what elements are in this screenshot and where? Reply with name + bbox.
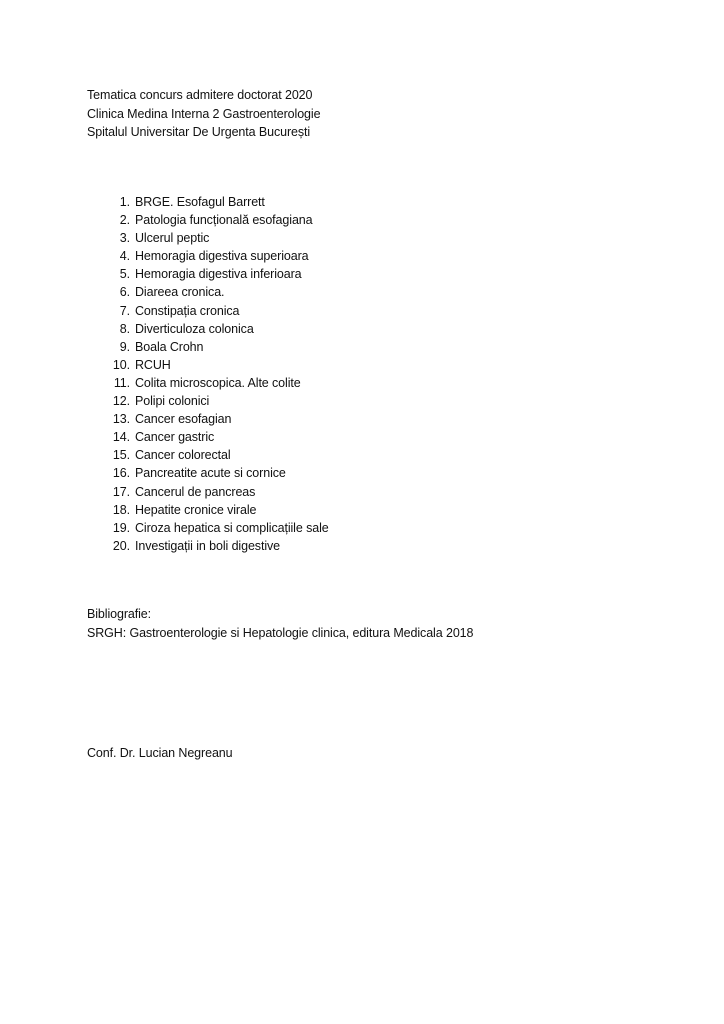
- list-item-text: Cancer gastric: [135, 430, 215, 445]
- list-item: [105, 374, 329, 392]
- list-item-text: Hepatite cronice virale: [135, 502, 257, 517]
- bibliography-section: [87, 605, 473, 642]
- list-item-text: Hemoragia digestiva inferioara: [135, 267, 302, 282]
- list-item-number: 11.: [113, 375, 130, 390]
- list-item: [105, 356, 329, 374]
- list-item: [105, 519, 329, 537]
- signature-name: Conf. Dr. Lucian Negreanu: [87, 746, 233, 760]
- list-item-text: Hemoragia digestiva superioara: [135, 249, 309, 264]
- list-item-number: 6.: [119, 285, 130, 300]
- list-item-number: 10.: [112, 357, 130, 372]
- list-item: [105, 392, 329, 410]
- header-clinic: Clinica Medina Interna 2 Gastroenterologie: [87, 106, 321, 121]
- list-item-number: 8.: [119, 321, 130, 336]
- list-item-text: Investigații in boli digestive: [135, 538, 280, 553]
- list-item: [105, 338, 329, 356]
- list-item: [105, 193, 329, 211]
- list-item-text: Ciroza hepatica si complicațiile sale: [135, 520, 329, 535]
- header-title: Tematica concurs admitere doctorat 2020: [87, 88, 313, 102]
- list-item: [105, 211, 329, 229]
- list-item: [105, 428, 329, 446]
- list-item: [105, 410, 329, 428]
- list-item-number: 17.: [112, 484, 130, 499]
- list-item-number: 2.: [119, 213, 130, 228]
- list-item: [105, 320, 329, 338]
- list-item: [105, 483, 329, 501]
- list-item-text: Cancerul de pancreas: [135, 484, 256, 499]
- list-item-number: 14.: [112, 430, 130, 445]
- list-item-number: 12.: [112, 394, 130, 409]
- list-item-number: 19.: [112, 520, 130, 535]
- list-item-number: 20.: [112, 538, 130, 553]
- list-item: [105, 537, 329, 555]
- list-item-number: 3.: [119, 231, 130, 246]
- list-item-text: Colita microscopica. Alte colite: [135, 375, 301, 390]
- list-item-number: 1.: [119, 195, 130, 209]
- list-item-text: Ulcerul peptic: [135, 231, 210, 246]
- list-item: [105, 283, 329, 301]
- list-item-text: BRGE. Esofagul Barrett: [135, 195, 265, 209]
- list-item-number: 15.: [112, 448, 130, 463]
- bibliography-entry: SRGH: Gastroenterologie si Hepatologie clinica, editura Medicala 2018: [87, 625, 474, 640]
- bibliography-heading: Bibliografie:: [87, 607, 152, 621]
- list-item-text: Boala Crohn: [135, 339, 204, 354]
- document-header: [87, 86, 320, 142]
- list-item-text: Patologia funcțională esofagiana: [135, 213, 313, 228]
- list-item-text: Diverticuloza colonica: [135, 321, 254, 336]
- list-item-number: 16.: [112, 466, 130, 481]
- topic-list: [105, 193, 329, 555]
- list-item: [105, 464, 329, 482]
- list-item: [105, 501, 329, 519]
- list-item-number: 9.: [119, 339, 130, 354]
- list-item-text: RCUH: [135, 357, 171, 372]
- list-item-number: 18.: [112, 502, 130, 517]
- list-item-text: Polipi colonici: [135, 394, 210, 409]
- list-item-text: Diareea cronica.: [135, 285, 225, 300]
- list-item-number: 13.: [112, 412, 130, 427]
- list-item-number: 5.: [119, 267, 130, 282]
- list-item: [105, 446, 329, 464]
- list-item-text: Cancer esofagian: [135, 412, 232, 427]
- list-item: [105, 229, 329, 247]
- header-hospital: Spitalul Universitar De Urgenta București: [87, 125, 311, 139]
- list-item-number: 4.: [119, 249, 130, 264]
- list-item-text: Pancreatite acute si cornice: [135, 466, 286, 481]
- list-item: [105, 302, 329, 320]
- list-item-text: Cancer colorectal: [135, 448, 231, 463]
- list-item: [105, 265, 329, 283]
- list-item-number: 7.: [119, 303, 130, 318]
- list-item-text: Constipația cronica: [135, 303, 240, 318]
- list-item: [105, 247, 329, 265]
